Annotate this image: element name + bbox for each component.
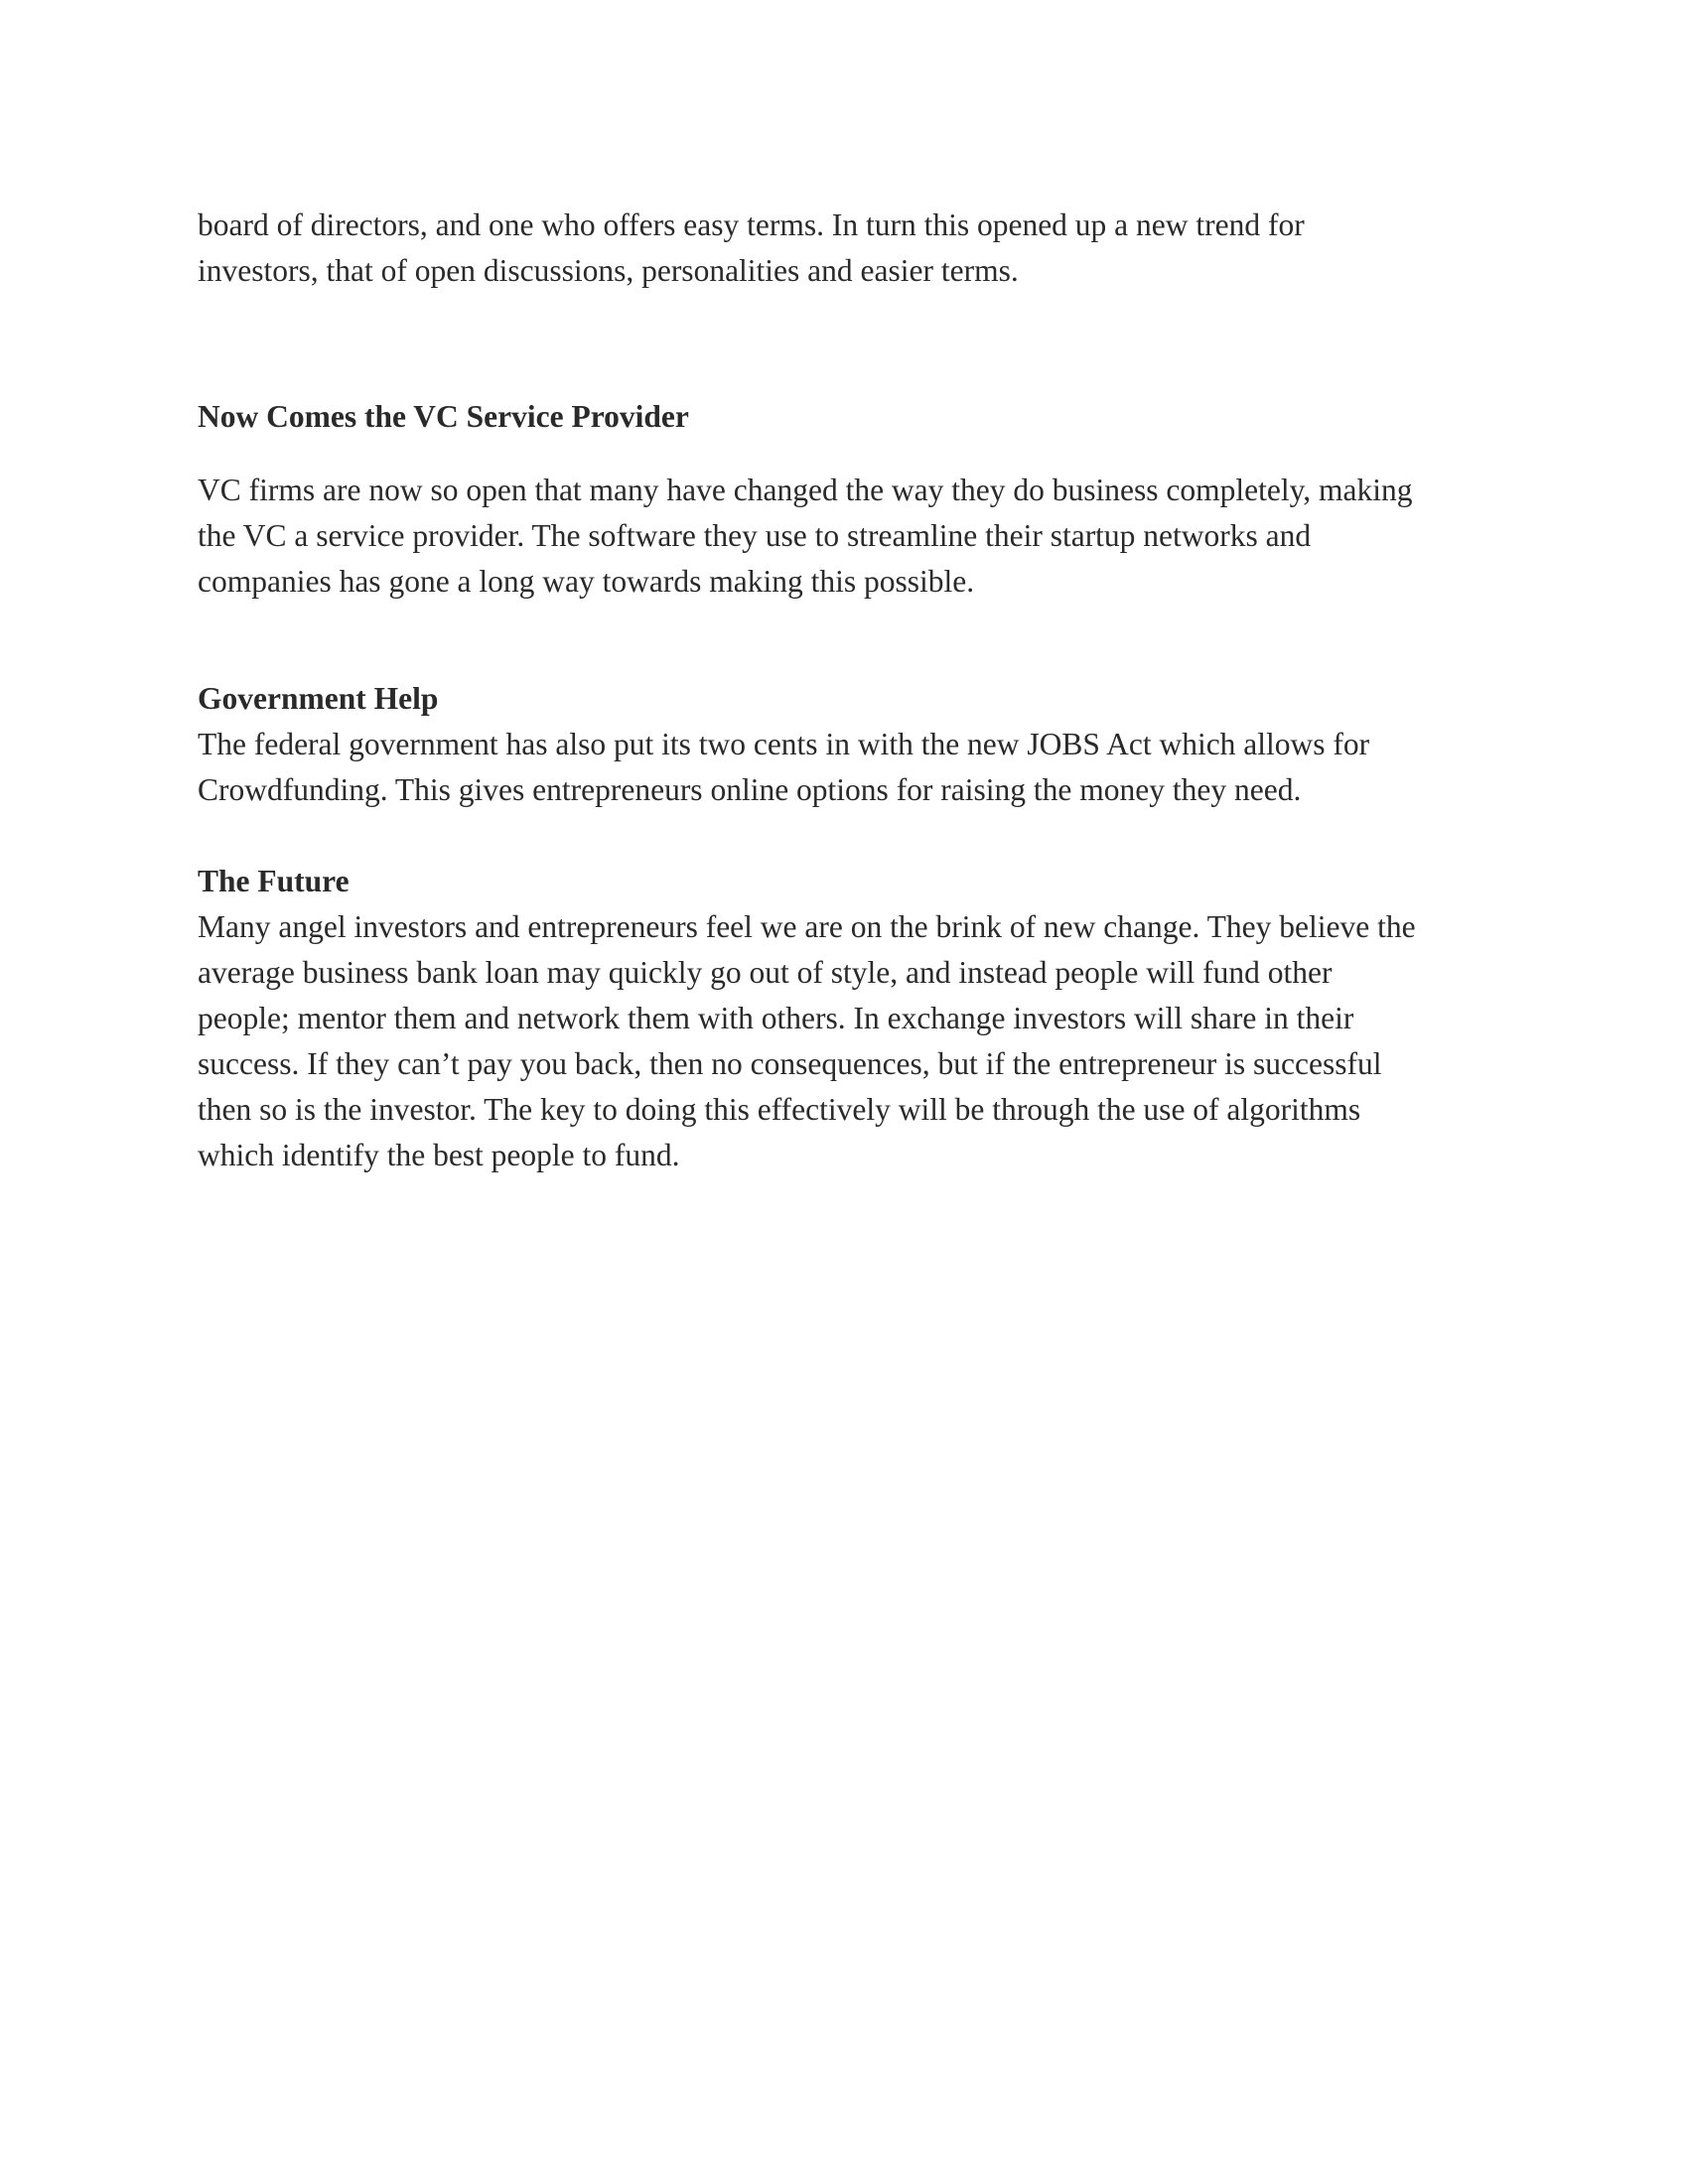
- vc-paragraph: [198, 468, 1498, 605]
- intro-paragraph: [198, 203, 1498, 294]
- text-line: Many angel investors and entrepreneurs feel we are on the brink of new change. They believe the: [198, 909, 1416, 944]
- section-heading: Government Help: [198, 681, 439, 716]
- vc-section: [198, 394, 1498, 440]
- text-line: success. If they can’t pay you back, then no consequences, but if the entrepreneur is successful: [198, 1046, 1382, 1081]
- text-line: board of directors, and one who offers easy terms. In turn this opened up a new trend for: [198, 207, 1305, 242]
- text-line: investors, that of open discussions, personalities and easier terms.: [198, 253, 1019, 288]
- section-heading: The Future: [198, 864, 350, 898]
- text-line: companies has gone a long way towards making this possible.: [198, 564, 975, 599]
- text-line: people; mentor them and network them with others. In exchange investors will share in their: [198, 1001, 1354, 1035]
- text-line: The federal government has also put its two cents in with the new JOBS Act which allows for: [198, 727, 1370, 761]
- section-heading: Now Comes the VC Service Provider: [198, 399, 689, 434]
- government-section: [198, 676, 1498, 813]
- text-line: the VC a service provider. The software they use to streamline their startup networks and: [198, 518, 1312, 553]
- text-line: then so is the investor. The key to doing this effectively will be through the use of algorithms: [198, 1092, 1361, 1127]
- text-line: VC firms are now so open that many have changed the way they do business completely, making: [198, 473, 1413, 507]
- text-line: which identify the best people to fund.: [198, 1138, 680, 1172]
- text-line: Crowdfunding. This gives entrepreneurs online options for raising the money they need.: [198, 772, 1302, 807]
- future-section: [198, 859, 1498, 1178]
- text-line: average business bank loan may quickly go out of style, and instead people will fund other: [198, 955, 1333, 990]
